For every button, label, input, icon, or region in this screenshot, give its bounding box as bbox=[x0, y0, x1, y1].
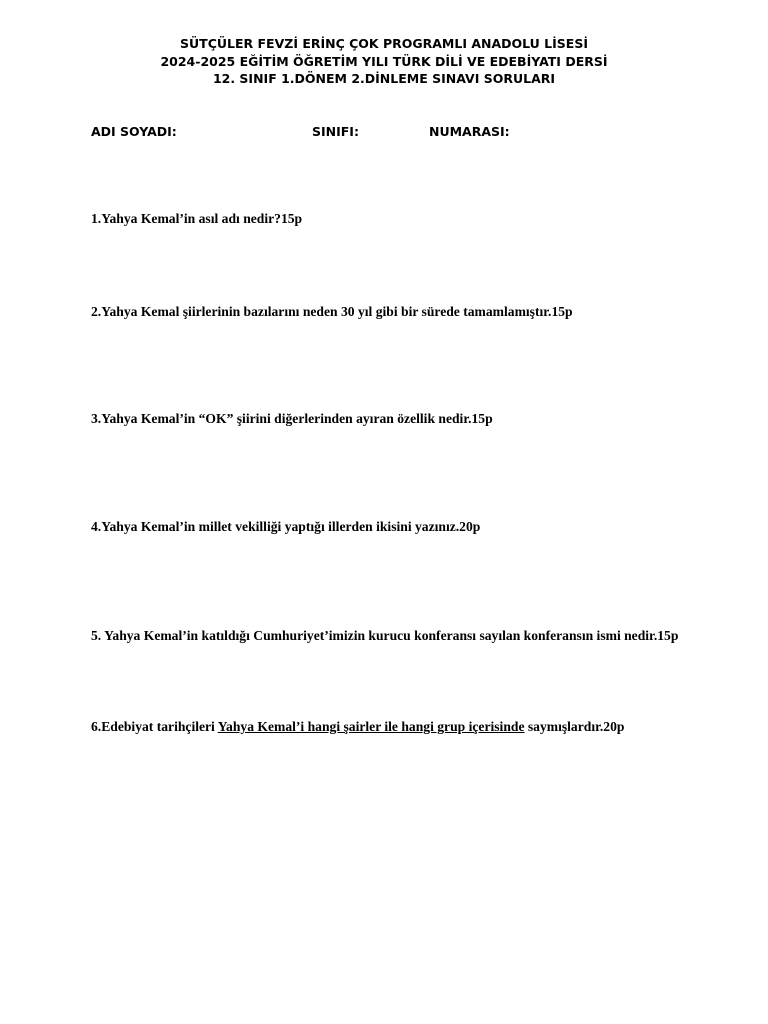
question-2: 2.Yahya Kemal şiirlerinin bazılarını neden 30 yıl gibi bir sürede tamamlamıştır.15p bbox=[91, 304, 573, 319]
question-6 bbox=[91, 719, 624, 735]
question-5: 5. Yahya Kemal’in katıldığı Cumhuriyet’imizin kurucu konferansı sayılan konferansın ismi nedir.15p bbox=[91, 628, 679, 643]
question-4: 4.Yahya Kemal’in millet vekilliği yaptığı illerden ikisini yazınız.20p bbox=[91, 519, 481, 534]
question-6-prefix: 6.Edebiyat tarihçileri bbox=[91, 719, 218, 734]
exam-title: 12. SINIF 1.DÖNEM 2.DİNLEME SINAVI SORULARI bbox=[212, 71, 556, 86]
question-6-underlined: Yahya Kemal’i hangi şairler ile hangi grup içerisinde bbox=[217, 719, 525, 734]
student-info-row bbox=[0, 124, 768, 142]
exam-year-course: 2024-2025 EĞİTİM ÖĞRETİM YILI TÜRK DİLİ VE EDEBİYATI DERSİ bbox=[160, 53, 608, 69]
question-1: 1.Yahya Kemal’in asıl adı nedir?15p bbox=[91, 211, 303, 226]
class-label: SINIFI: bbox=[312, 124, 359, 139]
exam-header bbox=[0, 35, 768, 88]
number-label: NUMARASI: bbox=[429, 124, 510, 139]
question-6-suffix: saymışlardır.20p bbox=[524, 719, 625, 734]
school-name: SÜTÇÜLER FEVZİ ERİNÇ ÇOK PROGRAMLI ANADOLU LİSESİ bbox=[180, 36, 588, 51]
question-3: 3.Yahya Kemal’in “OK” şiirini diğerlerinden ayıran özellik nedir.15p bbox=[91, 411, 493, 426]
name-label: ADI SOYADI: bbox=[91, 124, 177, 139]
